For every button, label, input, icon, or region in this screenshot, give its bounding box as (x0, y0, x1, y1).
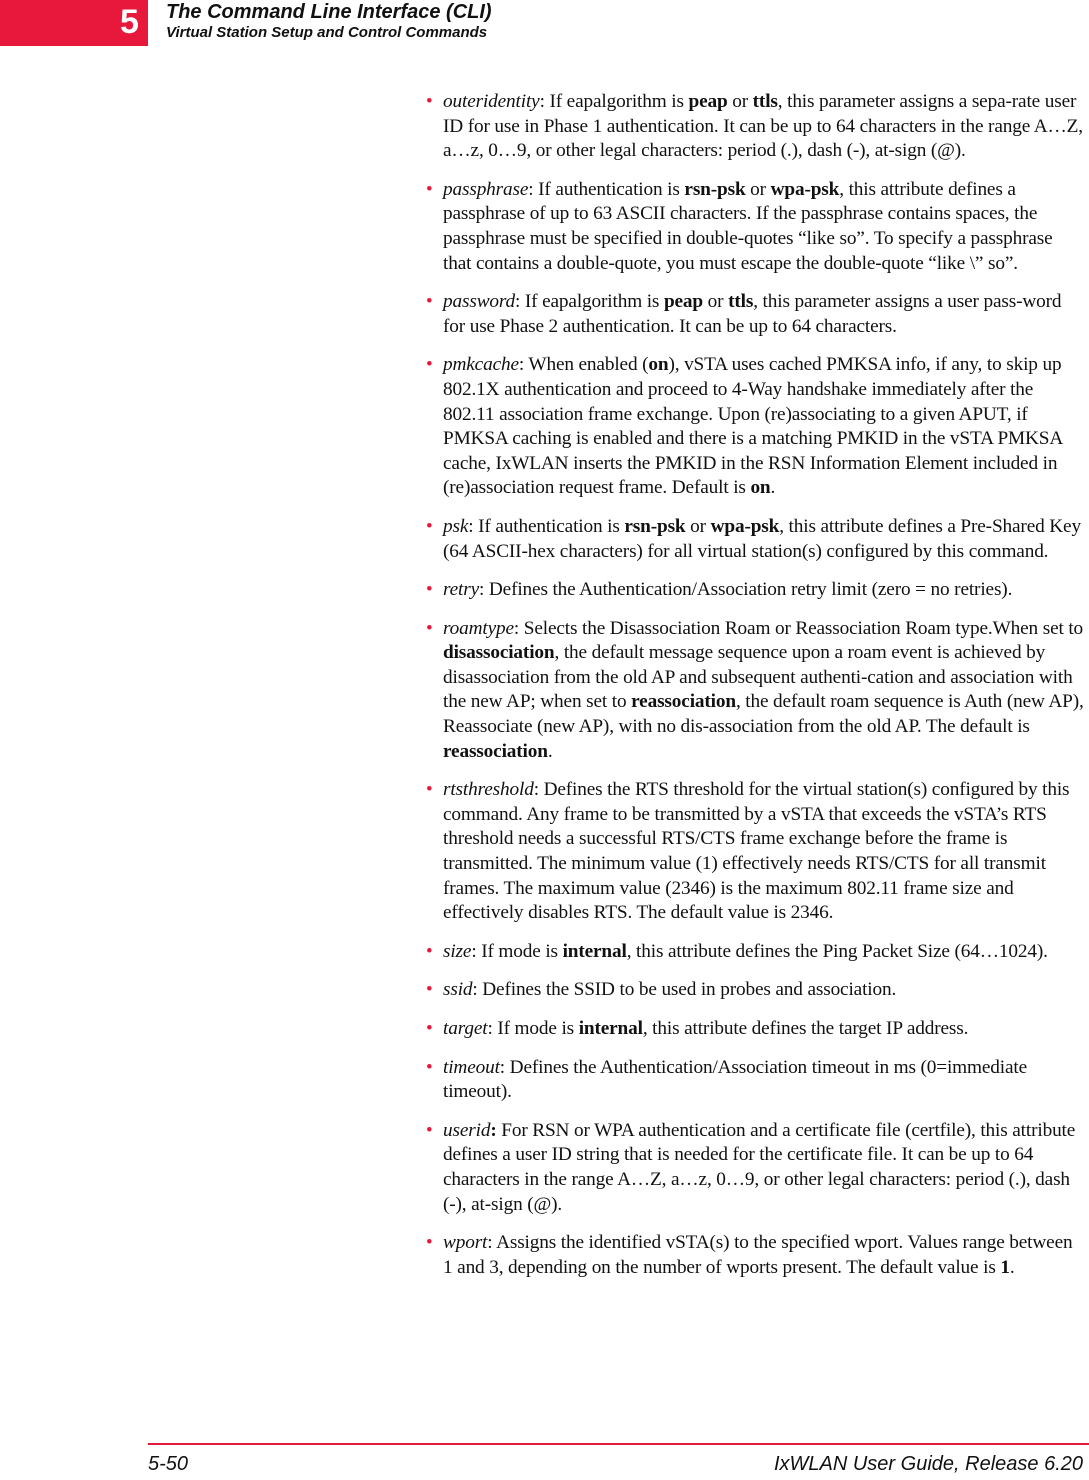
parameter-term: retry (443, 579, 480, 601)
keyword: internal (562, 940, 627, 962)
chapter-number: 5 (120, 3, 139, 41)
bullet-icon: • (426, 515, 433, 537)
parameter-term: wport (443, 1232, 488, 1254)
description-text: : If authentication is (468, 515, 625, 537)
chapter-tab (0, 0, 148, 46)
bullet-icon: • (426, 979, 433, 1001)
list-item-psk (426, 515, 1085, 564)
description-text: : If authentication is (528, 178, 685, 200)
description-text: : If mode is (487, 1018, 579, 1039)
description-text: For RSN or WPA authentication and a certificate file (certfile), this attribute defines a user ID string that is needed for the certificate file. It can be up to 64 characters in the range A…Z, a…z, 0…9, or other legal characters: period (.), dash (-), at-sign (@). (443, 1119, 1076, 1215)
keyword: on (648, 354, 669, 376)
description-text: : Defines the SSID to be used in probes and association. (472, 979, 897, 1001)
list-item-wport (426, 1231, 1085, 1280)
description-text: or (727, 91, 753, 112)
description-text: : Selects the Disassociation Roam or Reassociation Roam type.When set to (513, 617, 1084, 639)
list-item-rtsthreshold (426, 778, 1085, 926)
bullet-icon: • (426, 579, 433, 601)
description-text: : Defines the Authentication/Association timeout in ms (0=immediate timeout). (443, 1056, 1028, 1103)
parameter-list (426, 90, 1085, 1294)
bullet-icon: • (426, 1119, 433, 1141)
keyword: on (750, 477, 771, 499)
keyword: peap (688, 91, 728, 112)
list-item-outeridentity (426, 90, 1085, 164)
parameter-term: rtsthreshold (443, 779, 534, 801)
description-text: or (703, 291, 729, 313)
list-item-passphrase (426, 178, 1085, 276)
list-item-password (426, 290, 1085, 339)
parameter-term: outeridentity (443, 91, 540, 112)
description-text: or (745, 178, 771, 200)
list-item-size (426, 940, 1085, 965)
parameter-term: size (443, 940, 472, 962)
description-text: , the default roam sequence is Auth (new AP), Reassociate (new AP), with no dis-association from the old AP. The default is (443, 691, 1084, 738)
bullet-icon: • (426, 178, 433, 200)
header-subtitle: Virtual Station Setup and Control Commands (166, 24, 488, 41)
footer-doc-title: IxWLAN User Guide, Release 6.20 (773, 1453, 1083, 1475)
description-text: , this attribute defines the target IP address. (642, 1018, 969, 1039)
bullet-icon: • (426, 91, 433, 112)
parameter-term: psk (443, 515, 469, 537)
bullet-icon: • (426, 1056, 433, 1078)
bullet-icon: • (426, 779, 433, 801)
keyword: internal (578, 1018, 643, 1039)
keyword: wpa-psk (770, 178, 840, 200)
bullet-icon: • (426, 291, 433, 313)
keyword: reassociation (443, 740, 548, 762)
bullet-icon: • (426, 617, 433, 639)
list-item-roamtype (426, 617, 1085, 765)
list-item-timeout (426, 1056, 1085, 1105)
keyword: : (490, 1119, 497, 1141)
keyword: reassociation (631, 691, 736, 713)
description-text: . (1009, 1256, 1015, 1278)
header-title: The Command Line Interface (CLI) (166, 1, 492, 23)
parameter-term: timeout (443, 1056, 500, 1078)
description-text: . (547, 740, 553, 762)
list-item-target (426, 1017, 1085, 1042)
list-item-ssid (426, 978, 1085, 1003)
keyword: wpa-psk (710, 515, 780, 537)
description-text: : If mode is (471, 940, 563, 962)
list-item-pmkcache (426, 353, 1085, 501)
description-text: : If eapalgorithm is (515, 291, 664, 313)
parameter-term: pmkcache (443, 354, 519, 376)
keyword: ttls (728, 291, 754, 313)
description-text: , the default message sequence upon a roam event is achieved by disassociation from the old AP and subsequent authenti-cation and association with the new AP; when set to (443, 642, 1073, 713)
description-text: : When enabled ( (518, 354, 649, 376)
description-text: , this attribute defines a passphrase of up to 63 ASCII characters. If the passphrase contains spaces, the passphrase must be specified in double-quotes “like so”. To specify a passphrase that contains a double-quote, you must escape the double-quote “like \” so”. (443, 178, 1053, 274)
description-text: : Assigns the identified vSTA(s) to the specified wport. Values range between 1 and 3, depending on the number of wports present. The default value is (443, 1232, 1073, 1278)
list-item-retry (426, 578, 1085, 603)
bullet-icon: • (426, 1018, 433, 1039)
parameter-term: password (443, 291, 516, 313)
parameter-term: userid (443, 1119, 491, 1141)
bullet-icon: • (426, 354, 433, 376)
keyword: 1 (1000, 1256, 1010, 1278)
description-text: , this parameter assigns a sepa-rate user ID for use in Phase 1 authentication. It can be up to 64 characters in the range A…Z, a…z, 0…9, or other legal characters: period (.), dash (-), at-sign (@). (443, 91, 1083, 162)
description-text: . (770, 477, 776, 499)
parameter-term: target (443, 1018, 488, 1039)
keyword: peap (663, 291, 703, 313)
list-item-userid (426, 1119, 1085, 1217)
description-text: or (685, 515, 711, 537)
keyword: rsn-psk (624, 515, 686, 537)
description-text: : Defines the Authentication/Association retry limit (zero = no retries). (479, 579, 1013, 601)
description-text: ), vSTA uses cached PMKSA info, if any, to skip up 802.1X authentication and proceed to 4-Way handshake immediately after the 802.11 association frame exchange. Upon (re)associating to a given APUT, if PMKSA caching is enabled and there is a matching PMKID in the vSTA PMKSA cache, IxWLAN inserts the PMKID in the RSN Information Element included in (re)association request frame. Default is (443, 354, 1063, 499)
footer-rule (148, 1443, 1089, 1445)
keyword: ttls (752, 91, 778, 112)
keyword: rsn-psk (684, 178, 746, 200)
description-text: , this attribute defines the Ping Packet Size (64…1024). (626, 940, 1048, 962)
bullet-icon: • (426, 940, 433, 962)
description-text: : If eapalgorithm is (539, 91, 689, 112)
footer-page-number: 5-50 (148, 1453, 189, 1475)
parameter-term: ssid (443, 979, 473, 1001)
parameter-term: passphrase (443, 178, 529, 200)
description-text: , this attribute defines a Pre-Shared Key (64 ASCII-hex characters) for all virtual station(s) configured by this command. (443, 515, 1081, 562)
description-text: : Defines the RTS threshold for the virtual station(s) configured by this command. Any frame to be transmitted by a vSTA that exceeds the vSTA’s RTS threshold needs a successful RTS/CTS frame exchange before the frame is transmitted. The minimum value (1) effectively needs RTS/CTS for all transmit frames. The maximum value (2346) is the maximum 802.11 frame size and effectively disables RTS. The default value is 2346. (443, 779, 1070, 924)
keyword: disassociation (443, 642, 555, 664)
bullet-icon: • (426, 1232, 433, 1254)
description-text: , this parameter assigns a user pass-word for use Phase 2 authentication. It can be up to 64 characters. (443, 291, 1062, 337)
parameter-term: roamtype (443, 617, 514, 639)
